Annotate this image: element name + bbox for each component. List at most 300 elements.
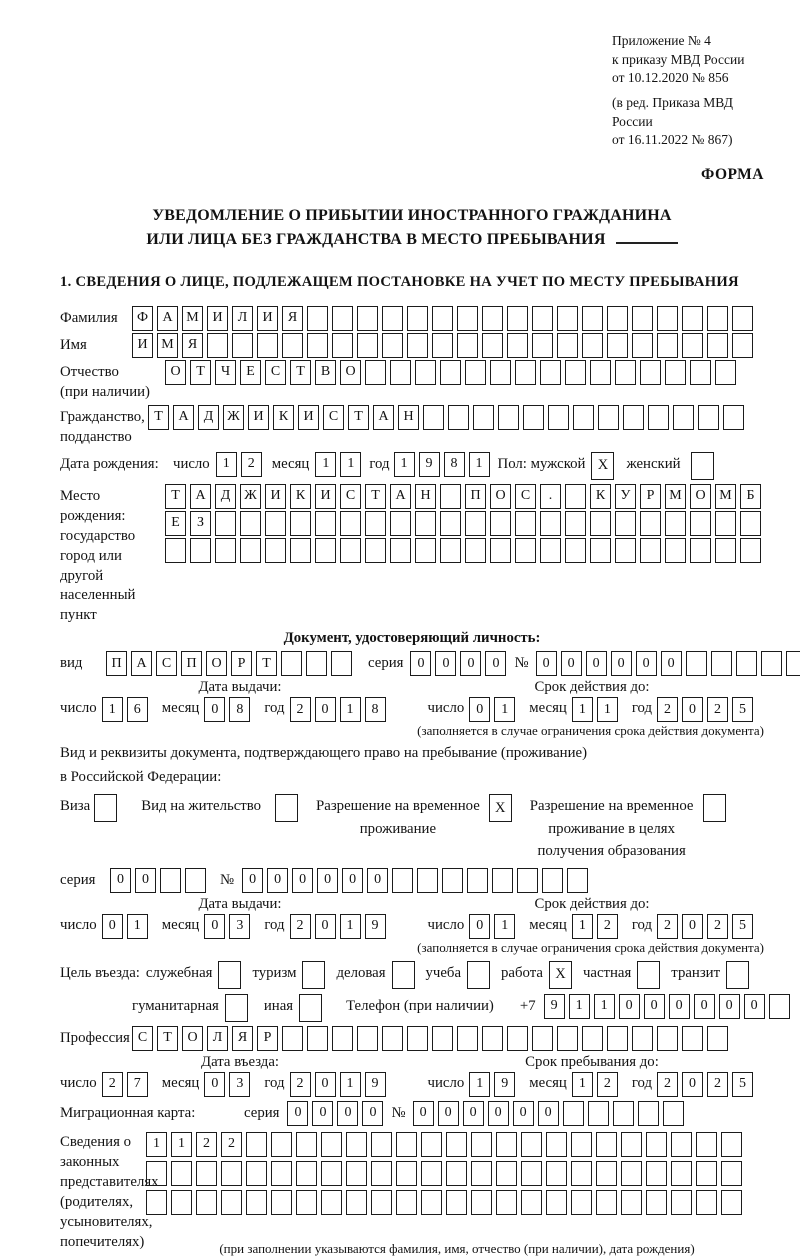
form-cell[interactable] <box>571 1161 592 1186</box>
purpose-private-checkbox[interactable] <box>637 961 660 989</box>
form-cell[interactable] <box>588 1101 609 1126</box>
form-cell[interactable] <box>698 405 719 430</box>
form-cell[interactable] <box>721 1190 742 1215</box>
form-cell[interactable] <box>232 333 253 358</box>
form-cell[interactable] <box>221 1190 242 1215</box>
form-cell[interactable] <box>769 994 790 1019</box>
form-cell[interactable] <box>596 1132 617 1157</box>
form-cell[interactable]: 0 <box>204 1072 225 1097</box>
form-cell[interactable] <box>515 538 536 563</box>
form-cell[interactable]: Е <box>165 511 186 536</box>
form-cell[interactable]: 0 <box>561 651 582 676</box>
form-cell[interactable] <box>415 360 436 385</box>
form-cell[interactable] <box>240 538 261 563</box>
form-cell[interactable] <box>582 306 603 331</box>
form-cell[interactable]: 0 <box>315 1072 336 1097</box>
form-cell[interactable] <box>532 306 553 331</box>
form-cell[interactable]: У <box>615 484 636 509</box>
form-cell[interactable] <box>392 868 413 893</box>
form-cell[interactable]: 0 <box>242 868 263 893</box>
form-cell[interactable] <box>467 868 488 893</box>
form-cell[interactable]: 0 <box>485 651 506 676</box>
form-cell[interactable] <box>546 1190 567 1215</box>
form-cell[interactable]: 2 <box>102 1072 123 1097</box>
form-cell[interactable]: А <box>190 484 211 509</box>
form-cell[interactable] <box>607 333 628 358</box>
form-cell[interactable] <box>221 1161 242 1186</box>
form-cell[interactable] <box>457 1026 478 1051</box>
form-cell[interactable] <box>665 511 686 536</box>
form-cell[interactable] <box>686 651 707 676</box>
form-cell[interactable]: Т <box>365 484 386 509</box>
form-cell[interactable] <box>371 1161 392 1186</box>
form-cell[interactable]: 1 <box>572 914 593 939</box>
form-cell[interactable]: Б <box>740 484 761 509</box>
form-cell[interactable] <box>271 1132 292 1157</box>
form-cell[interactable] <box>196 1161 217 1186</box>
form-cell[interactable] <box>332 1026 353 1051</box>
form-cell[interactable] <box>365 511 386 536</box>
form-cell[interactable] <box>290 511 311 536</box>
form-cell[interactable] <box>396 1132 417 1157</box>
form-cell[interactable] <box>557 1026 578 1051</box>
form-cell[interactable] <box>307 1026 328 1051</box>
form-cell[interactable] <box>507 333 528 358</box>
form-cell[interactable]: М <box>715 484 736 509</box>
form-cell[interactable]: 9 <box>494 1072 515 1097</box>
form-cell[interactable] <box>265 538 286 563</box>
form-cell[interactable]: 1 <box>597 697 618 722</box>
form-cell[interactable] <box>615 511 636 536</box>
form-cell[interactable]: М <box>182 306 203 331</box>
form-cell[interactable] <box>640 511 661 536</box>
form-cell[interactable] <box>565 484 586 509</box>
form-cell[interactable]: Н <box>415 484 436 509</box>
form-cell[interactable]: 0 <box>460 651 481 676</box>
form-cell[interactable]: 0 <box>682 1072 703 1097</box>
form-cell[interactable] <box>507 306 528 331</box>
form-cell[interactable]: 1 <box>469 452 490 477</box>
form-cell[interactable]: М <box>157 333 178 358</box>
sex-female-checkbox[interactable] <box>691 452 714 480</box>
form-cell[interactable]: 0 <box>719 994 740 1019</box>
form-cell[interactable] <box>215 511 236 536</box>
form-cell[interactable]: 0 <box>636 651 657 676</box>
form-cell[interactable] <box>671 1132 692 1157</box>
form-cell[interactable] <box>515 360 536 385</box>
form-cell[interactable] <box>482 306 503 331</box>
form-cell[interactable] <box>740 511 761 536</box>
form-cell[interactable]: И <box>265 484 286 509</box>
form-cell[interactable]: 1 <box>146 1132 167 1157</box>
form-cell[interactable]: 8 <box>229 697 250 722</box>
form-cell[interactable]: Ч <box>215 360 236 385</box>
form-cell[interactable] <box>421 1190 442 1215</box>
form-cell[interactable]: Д <box>198 405 219 430</box>
form-cell[interactable]: Я <box>232 1026 253 1051</box>
sex-male-checkbox[interactable]: X <box>591 452 614 480</box>
form-cell[interactable]: 0 <box>315 914 336 939</box>
form-cell[interactable] <box>246 1132 267 1157</box>
form-cell[interactable] <box>332 306 353 331</box>
form-cell[interactable] <box>307 333 328 358</box>
form-cell[interactable] <box>396 1161 417 1186</box>
form-cell[interactable] <box>596 1161 617 1186</box>
form-cell[interactable] <box>590 511 611 536</box>
form-cell[interactable]: Т <box>165 484 186 509</box>
form-cell[interactable] <box>682 306 703 331</box>
form-cell[interactable] <box>482 1026 503 1051</box>
purpose-official-checkbox[interactable] <box>218 961 241 989</box>
form-cell[interactable] <box>621 1190 642 1215</box>
form-cell[interactable] <box>615 360 636 385</box>
form-cell[interactable] <box>707 1026 728 1051</box>
form-cell[interactable] <box>271 1190 292 1215</box>
form-cell[interactable]: О <box>490 484 511 509</box>
form-cell[interactable] <box>582 1026 603 1051</box>
form-cell[interactable] <box>565 538 586 563</box>
form-cell[interactable] <box>246 1161 267 1186</box>
form-cell[interactable] <box>290 538 311 563</box>
form-cell[interactable] <box>542 868 563 893</box>
form-cell[interactable] <box>457 306 478 331</box>
form-cell[interactable]: 7 <box>127 1072 148 1097</box>
form-cell[interactable]: К <box>590 484 611 509</box>
form-cell[interactable] <box>417 868 438 893</box>
form-cell[interactable]: Л <box>207 1026 228 1051</box>
form-cell[interactable] <box>440 484 461 509</box>
form-cell[interactable]: 0 <box>469 697 490 722</box>
form-cell[interactable]: М <box>665 484 686 509</box>
form-cell[interactable]: Р <box>231 651 252 676</box>
form-cell[interactable] <box>682 333 703 358</box>
form-cell[interactable] <box>432 333 453 358</box>
form-cell[interactable] <box>673 405 694 430</box>
form-cell[interactable] <box>271 1161 292 1186</box>
form-cell[interactable]: П <box>465 484 486 509</box>
form-cell[interactable]: 1 <box>171 1132 192 1157</box>
form-cell[interactable]: 2 <box>290 697 311 722</box>
form-cell[interactable] <box>571 1190 592 1215</box>
form-cell[interactable] <box>171 1161 192 1186</box>
form-cell[interactable] <box>715 538 736 563</box>
form-cell[interactable] <box>265 511 286 536</box>
form-cell[interactable] <box>390 360 411 385</box>
form-cell[interactable] <box>590 360 611 385</box>
form-cell[interactable] <box>640 538 661 563</box>
form-cell[interactable] <box>490 511 511 536</box>
form-cell[interactable] <box>257 333 278 358</box>
form-cell[interactable] <box>682 1026 703 1051</box>
form-cell[interactable] <box>657 333 678 358</box>
form-cell[interactable] <box>532 1026 553 1051</box>
form-cell[interactable]: Ж <box>223 405 244 430</box>
form-cell[interactable] <box>557 333 578 358</box>
form-cell[interactable] <box>707 333 728 358</box>
form-cell[interactable]: 2 <box>241 452 262 477</box>
form-cell[interactable] <box>657 1026 678 1051</box>
form-cell[interactable]: П <box>181 651 202 676</box>
form-cell[interactable]: 1 <box>572 697 593 722</box>
form-cell[interactable]: И <box>315 484 336 509</box>
form-cell[interactable]: З <box>190 511 211 536</box>
form-cell[interactable] <box>185 868 206 893</box>
form-cell[interactable]: 2 <box>221 1132 242 1157</box>
form-cell[interactable] <box>646 1161 667 1186</box>
form-cell[interactable] <box>696 1190 717 1215</box>
form-cell[interactable] <box>517 868 538 893</box>
form-cell[interactable]: И <box>298 405 319 430</box>
form-cell[interactable] <box>523 405 544 430</box>
form-cell[interactable]: 2 <box>657 1072 678 1097</box>
form-cell[interactable] <box>357 333 378 358</box>
form-cell[interactable] <box>396 1190 417 1215</box>
form-cell[interactable]: Т <box>157 1026 178 1051</box>
form-cell[interactable]: 1 <box>594 994 615 1019</box>
form-cell[interactable] <box>665 538 686 563</box>
form-cell[interactable]: . <box>540 484 561 509</box>
purpose-study-checkbox[interactable] <box>467 961 490 989</box>
form-cell[interactable]: 0 <box>744 994 765 1019</box>
form-cell[interactable]: 8 <box>365 697 386 722</box>
form-cell[interactable]: 0 <box>317 868 338 893</box>
form-cell[interactable]: 0 <box>204 914 225 939</box>
form-cell[interactable] <box>632 1026 653 1051</box>
form-cell[interactable]: 0 <box>410 651 431 676</box>
form-cell[interactable]: 0 <box>292 868 313 893</box>
form-cell[interactable]: 0 <box>204 697 225 722</box>
form-cell[interactable]: В <box>315 360 336 385</box>
form-cell[interactable] <box>663 1101 684 1126</box>
form-cell[interactable]: 0 <box>536 651 557 676</box>
form-cell[interactable] <box>465 538 486 563</box>
form-cell[interactable] <box>446 1161 467 1186</box>
form-cell[interactable]: 1 <box>127 914 148 939</box>
form-cell[interactable]: О <box>165 360 186 385</box>
form-cell[interactable]: 0 <box>367 868 388 893</box>
residence-permit-checkbox[interactable] <box>275 794 298 822</box>
form-cell[interactable] <box>421 1132 442 1157</box>
form-cell[interactable] <box>448 405 469 430</box>
form-cell[interactable]: 5 <box>732 914 753 939</box>
form-cell[interactable]: 0 <box>102 914 123 939</box>
purpose-tourism-checkbox[interactable] <box>302 961 325 989</box>
form-cell[interactable] <box>340 538 361 563</box>
form-cell[interactable] <box>407 306 428 331</box>
form-cell[interactable]: 1 <box>340 452 361 477</box>
form-cell[interactable] <box>482 333 503 358</box>
form-cell[interactable] <box>346 1161 367 1186</box>
form-cell[interactable] <box>521 1161 542 1186</box>
form-cell[interactable] <box>296 1161 317 1186</box>
form-cell[interactable] <box>331 651 352 676</box>
form-cell[interactable] <box>315 511 336 536</box>
form-cell[interactable] <box>732 333 753 358</box>
form-cell[interactable]: И <box>257 306 278 331</box>
form-cell[interactable]: С <box>265 360 286 385</box>
form-cell[interactable]: 5 <box>732 1072 753 1097</box>
form-cell[interactable]: 1 <box>494 914 515 939</box>
form-cell[interactable] <box>296 1132 317 1157</box>
form-cell[interactable] <box>546 1161 567 1186</box>
form-cell[interactable] <box>657 306 678 331</box>
form-cell[interactable] <box>707 306 728 331</box>
form-cell[interactable]: 2 <box>707 914 728 939</box>
purpose-work-checkbox[interactable]: X <box>549 961 572 989</box>
form-cell[interactable] <box>365 538 386 563</box>
form-cell[interactable] <box>613 1101 634 1126</box>
form-cell[interactable] <box>496 1132 517 1157</box>
form-cell[interactable] <box>492 868 513 893</box>
form-cell[interactable]: К <box>273 405 294 430</box>
form-cell[interactable] <box>440 360 461 385</box>
form-cell[interactable]: Ж <box>240 484 261 509</box>
form-cell[interactable] <box>598 405 619 430</box>
form-cell[interactable]: А <box>131 651 152 676</box>
form-cell[interactable] <box>507 1026 528 1051</box>
form-cell[interactable] <box>596 1190 617 1215</box>
form-cell[interactable]: С <box>515 484 536 509</box>
form-cell[interactable] <box>282 333 303 358</box>
form-cell[interactable] <box>496 1161 517 1186</box>
form-cell[interactable]: Т <box>256 651 277 676</box>
form-cell[interactable]: 0 <box>619 994 640 1019</box>
form-cell[interactable] <box>321 1161 342 1186</box>
form-cell[interactable] <box>623 405 644 430</box>
form-cell[interactable]: 0 <box>611 651 632 676</box>
form-cell[interactable] <box>382 1026 403 1051</box>
form-cell[interactable]: 1 <box>569 994 590 1019</box>
form-cell[interactable] <box>557 306 578 331</box>
form-cell[interactable]: 0 <box>469 914 490 939</box>
form-cell[interactable]: 9 <box>365 1072 386 1097</box>
form-cell[interactable] <box>571 1132 592 1157</box>
form-cell[interactable]: 0 <box>682 697 703 722</box>
form-cell[interactable]: О <box>340 360 361 385</box>
form-cell[interactable]: 2 <box>196 1132 217 1157</box>
form-cell[interactable] <box>473 405 494 430</box>
form-cell[interactable] <box>160 868 181 893</box>
form-cell[interactable]: 9 <box>419 452 440 477</box>
form-cell[interactable] <box>521 1190 542 1215</box>
form-cell[interactable]: 6 <box>127 697 148 722</box>
form-cell[interactable]: С <box>156 651 177 676</box>
form-cell[interactable] <box>761 651 782 676</box>
form-cell[interactable]: 1 <box>494 697 515 722</box>
form-cell[interactable]: 0 <box>682 914 703 939</box>
form-cell[interactable]: 1 <box>216 452 237 477</box>
form-cell[interactable]: 0 <box>586 651 607 676</box>
form-cell[interactable] <box>471 1161 492 1186</box>
form-cell[interactable]: 1 <box>340 914 361 939</box>
form-cell[interactable] <box>540 511 561 536</box>
form-cell[interactable] <box>498 405 519 430</box>
form-cell[interactable] <box>146 1161 167 1186</box>
form-cell[interactable] <box>723 405 744 430</box>
form-cell[interactable] <box>307 306 328 331</box>
form-cell[interactable] <box>407 333 428 358</box>
form-cell[interactable] <box>415 538 436 563</box>
form-cell[interactable] <box>732 306 753 331</box>
form-cell[interactable] <box>648 405 669 430</box>
form-cell[interactable]: Р <box>257 1026 278 1051</box>
form-cell[interactable] <box>440 538 461 563</box>
purpose-humanitarian-checkbox[interactable] <box>225 994 248 1022</box>
form-cell[interactable] <box>465 511 486 536</box>
form-cell[interactable]: 0 <box>694 994 715 1019</box>
form-cell[interactable] <box>786 651 800 676</box>
form-cell[interactable] <box>442 868 463 893</box>
form-cell[interactable] <box>490 538 511 563</box>
form-cell[interactable]: 2 <box>597 1072 618 1097</box>
form-cell[interactable]: 2 <box>707 697 728 722</box>
form-cell[interactable]: 2 <box>657 914 678 939</box>
form-cell[interactable] <box>696 1132 717 1157</box>
form-cell[interactable]: 1 <box>469 1072 490 1097</box>
form-cell[interactable]: Р <box>640 484 661 509</box>
form-cell[interactable]: 9 <box>365 914 386 939</box>
form-cell[interactable] <box>471 1190 492 1215</box>
form-cell[interactable] <box>315 538 336 563</box>
form-cell[interactable]: 0 <box>267 868 288 893</box>
form-cell[interactable]: Т <box>148 405 169 430</box>
form-cell[interactable] <box>515 511 536 536</box>
temp-residence-checkbox[interactable]: X <box>489 794 512 822</box>
form-cell[interactable]: 0 <box>312 1101 333 1126</box>
form-cell[interactable]: А <box>373 405 394 430</box>
purpose-business-checkbox[interactable] <box>392 961 415 989</box>
form-cell[interactable] <box>415 511 436 536</box>
visa-checkbox[interactable] <box>94 794 117 822</box>
form-cell[interactable]: 0 <box>435 651 456 676</box>
form-cell[interactable] <box>332 333 353 358</box>
edu-residence-checkbox[interactable] <box>703 794 726 822</box>
form-cell[interactable]: 0 <box>538 1101 559 1126</box>
form-cell[interactable] <box>540 360 561 385</box>
form-cell[interactable] <box>567 868 588 893</box>
form-cell[interactable]: Д <box>215 484 236 509</box>
form-cell[interactable] <box>696 1161 717 1186</box>
form-cell[interactable] <box>521 1132 542 1157</box>
form-cell[interactable]: 0 <box>315 697 336 722</box>
form-cell[interactable] <box>190 538 211 563</box>
form-cell[interactable] <box>721 1161 742 1186</box>
form-cell[interactable] <box>532 333 553 358</box>
form-cell[interactable]: И <box>207 306 228 331</box>
form-cell[interactable]: 0 <box>669 994 690 1019</box>
form-cell[interactable] <box>615 538 636 563</box>
form-cell[interactable] <box>171 1190 192 1215</box>
form-cell[interactable] <box>423 405 444 430</box>
form-cell[interactable]: Е <box>240 360 261 385</box>
form-cell[interactable]: 0 <box>644 994 665 1019</box>
form-cell[interactable]: О <box>690 484 711 509</box>
form-cell[interactable]: 2 <box>657 697 678 722</box>
form-cell[interactable]: И <box>248 405 269 430</box>
form-cell[interactable] <box>565 360 586 385</box>
form-cell[interactable] <box>390 511 411 536</box>
form-cell[interactable] <box>490 360 511 385</box>
form-cell[interactable] <box>282 1026 303 1051</box>
form-cell[interactable] <box>563 1101 584 1126</box>
form-cell[interactable] <box>281 651 302 676</box>
form-cell[interactable]: 0 <box>337 1101 358 1126</box>
form-cell[interactable] <box>711 651 732 676</box>
form-cell[interactable]: 3 <box>229 914 250 939</box>
form-cell[interactable]: Т <box>190 360 211 385</box>
form-cell[interactable]: Я <box>282 306 303 331</box>
form-cell[interactable] <box>540 538 561 563</box>
